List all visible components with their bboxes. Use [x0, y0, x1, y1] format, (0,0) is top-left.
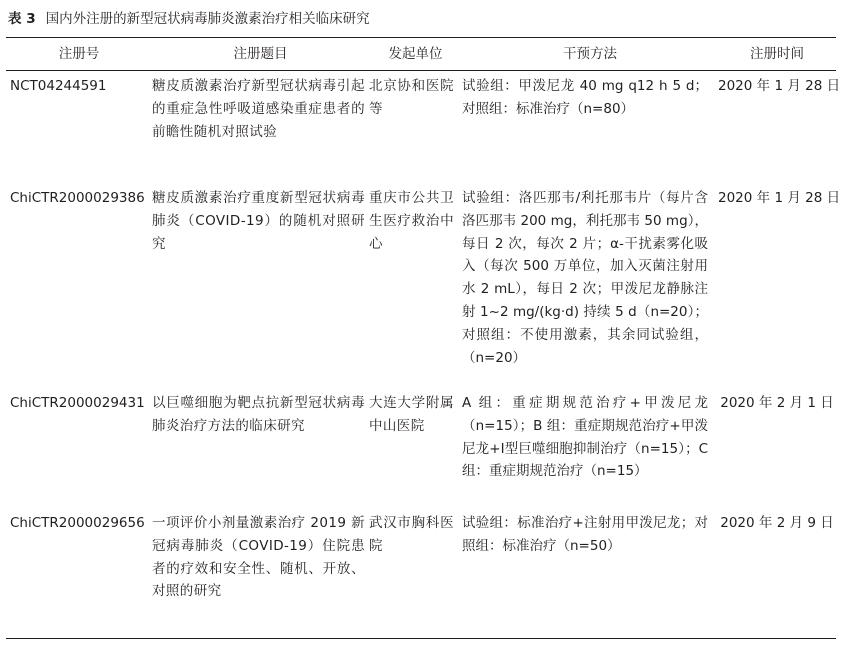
intervention: 试验组：甲泼尼龙 40 mg q12 h 5 d；对照组：标准治疗（n=80）	[462, 78, 708, 117]
intervention: 试验组：标准治疗+注射用甲泼尼龙；对照组：标准治疗（n=50）	[462, 515, 708, 554]
table-row	[6, 512, 836, 632]
clinical-trials-table	[6, 38, 841, 632]
table-row	[6, 187, 836, 392]
registration-title: 糖皮质激素治疗重度新型冠状病毒肺炎（COVID-19）的随机对照研究	[152, 190, 365, 252]
registration-date: 2020 年 1 月 28 日	[718, 190, 841, 206]
registration-number: ChiCTR2000029386	[10, 190, 145, 206]
registration-number: ChiCTR2000029431	[10, 395, 145, 411]
registration-title: 一项评价小剂量激素治疗 2019 新冠病毒肺炎（COVID-19）住院患者的疗效和安全性、随机、开放、对照的研究	[152, 515, 365, 600]
table-caption	[8, 9, 370, 29]
table-header-row	[6, 38, 836, 70]
header-intervention: 干预方法	[563, 46, 617, 62]
sponsor: 重庆市公共卫生医疗救治中心	[369, 190, 454, 252]
registration-date: 2020 年 2 月 9 日	[720, 515, 834, 531]
header-registration-title: 注册题目	[233, 46, 288, 62]
registration-date: 2020 年 2 月 1 日	[720, 395, 834, 411]
header-sponsor: 发起单位	[388, 46, 443, 62]
header-registration-date: 注册时间	[750, 46, 804, 62]
registration-title: 糖皮质激素治疗新型冠状病毒引起的重症急性呼吸道感染重症患者的前瞻性随机对照试验	[152, 78, 365, 140]
registration-number: NCT04244591	[10, 78, 107, 94]
intervention: 试验组：洛匹那韦/利托那韦片（每片含洛匹那韦 200 mg，利托那韦 50 mg），每日 2 次，每次 2 片；α-干扰素雾化吸入（每次 500 万单位，加入灭菌注射用水 2 mL），每日 2 次；甲泼尼龙静脉注射 1~2 mg/(kg·d) 持续 5 d（n=20）；对照组：不使用激素，其余同试验组，（n=20）	[462, 190, 708, 366]
registration-number: ChiCTR2000029656	[10, 515, 145, 531]
table-row	[6, 392, 836, 512]
sponsor: 北京协和医院等	[369, 78, 454, 117]
bottom-rule	[6, 638, 836, 639]
intervention: A 组：重症期规范治疗+甲泼尼龙（n=15）；B 组：重症期规范治疗+甲泼尼龙+Ⅰ型巨噬细胞抑制治疗（n=15）；C 组：重症期规范治疗（n=15）	[462, 395, 708, 480]
header-registration-number: 注册号	[58, 46, 100, 62]
registration-title: 以巨噬细胞为靶点抗新型冠状病毒肺炎治疗方法的临床研究	[152, 395, 365, 434]
registration-date: 2020 年 1 月 28 日	[718, 78, 841, 94]
table-row	[6, 70, 836, 187]
table-title: 国内外注册的新型冠状病毒肺炎激素治疗相关临床研究	[45, 11, 370, 27]
sponsor: 大连大学附属中山医院	[369, 395, 454, 434]
sponsor: 武汉市胸科医院	[369, 515, 454, 554]
table-label: 表 3	[8, 11, 36, 27]
